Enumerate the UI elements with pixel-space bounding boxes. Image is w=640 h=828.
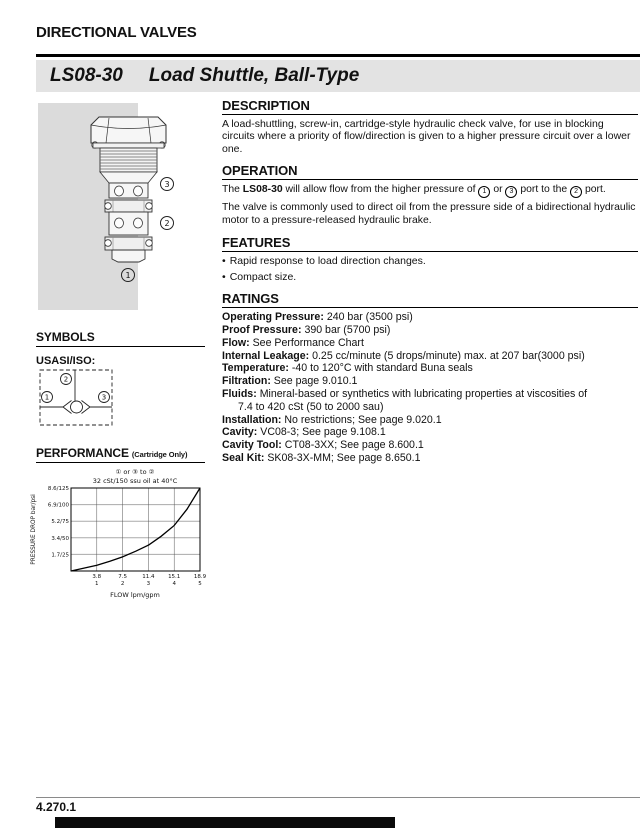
- performance-heading: PERFORMANCE (Cartridge Only): [36, 446, 205, 463]
- svg-text:3: 3: [164, 180, 170, 189]
- svg-text:18.9: 18.9: [193, 574, 207, 580]
- svg-text:5: 5: [198, 581, 202, 587]
- port-3-inline-symbol: 3: [505, 186, 517, 198]
- ratings-heading: RATINGS: [222, 291, 638, 308]
- rating-row-continuation: 7.4 to 420 cSt (50 to 2000 sau): [238, 400, 384, 413]
- rating-row: Cavity Tool: CT08-3XX; See page 8.600.1: [222, 439, 424, 452]
- chart-title: ① or ③ to ②: [115, 468, 155, 476]
- x-axis-label: FLOW lpm/gpm: [110, 591, 160, 599]
- model-number: LS08-30: [50, 65, 123, 86]
- operation-section: [222, 163, 638, 227]
- category-header: DIRECTIONAL VALVES: [36, 24, 197, 41]
- rating-row: Temperature: -40 to 120°C with standard Buna seals: [222, 362, 473, 375]
- svg-text:1.7/25: 1.7/25: [51, 552, 69, 559]
- footer-rule: [36, 797, 640, 798]
- operation-line-2: The valve is commonly used to direct oil from the pressure side of a bidirectional hydraulic motor to a pressure-released hydraulic brake.: [222, 202, 636, 227]
- svg-text:3.8: 3.8: [92, 574, 102, 580]
- port-3-callout: [161, 178, 174, 191]
- svg-text:1: 1: [125, 271, 131, 280]
- symbol-port-1: [42, 392, 53, 403]
- y-tick-labels: [48, 486, 70, 558]
- operation-heading: OPERATION: [222, 163, 638, 180]
- port-2-callout: [161, 217, 174, 230]
- title-bar: [36, 60, 640, 92]
- symbol-port-2: [61, 374, 72, 385]
- svg-text:8.6/125: 8.6/125: [47, 486, 69, 492]
- symbol-port-3: [99, 392, 110, 403]
- product-name: Load Shuttle, Ball-Type: [148, 65, 360, 86]
- svg-text:1: 1: [44, 393, 50, 402]
- bottom-scan-bar: [55, 817, 395, 828]
- operation-model-ref: LS08-30: [242, 184, 283, 196]
- valve-hex-nut: [91, 117, 166, 143]
- svg-text:6.9/100: 6.9/100: [47, 502, 69, 509]
- horizontal-gridlines: [71, 505, 200, 555]
- rating-row: Operating Pressure: 240 bar (3500 psi): [222, 311, 413, 324]
- rating-row: Proof Pressure: 390 bar (5700 psi): [222, 324, 391, 337]
- port-2-inline-symbol: 2: [570, 186, 582, 198]
- description-heading: DESCRIPTION: [222, 98, 638, 115]
- header-rule: [36, 54, 640, 57]
- svg-text:4: 4: [172, 581, 176, 587]
- usasi-iso-label: USASI/ISO:: [36, 355, 96, 367]
- rating-row: Installation: No restrictions; See page 9.020.1: [222, 413, 442, 426]
- svg-text:5.2/75: 5.2/75: [51, 519, 69, 526]
- feature-item: • Compact size.: [222, 270, 297, 283]
- ratings-list: [222, 311, 638, 465]
- plot-frame: [71, 488, 200, 571]
- features-heading: FEATURES: [222, 235, 638, 252]
- svg-text:15.1: 15.1: [168, 574, 181, 580]
- svg-text:2: 2: [63, 375, 69, 384]
- features-section: [222, 235, 638, 283]
- ratings-section: [222, 291, 638, 465]
- main-content: [222, 98, 638, 473]
- svg-text:2: 2: [164, 219, 170, 228]
- svg-text:3.4/50: 3.4/50: [51, 535, 69, 542]
- rating-row: Filtration: See page 9.010.1: [222, 375, 358, 388]
- performance-curve: [71, 488, 200, 571]
- page-number: 4.270.1: [36, 800, 77, 814]
- iso-symbol-diagram: [38, 368, 118, 428]
- rating-row: Fluids: Mineral-based or synthetics with lubricating properties at viscosities of: [222, 388, 588, 400]
- y-axis-label: PRESSURE DROP bar/psi: [31, 494, 37, 565]
- port-1-inline-symbol: 1: [478, 186, 490, 198]
- oring-band-1: [105, 200, 152, 212]
- description-body: A load-shuttling, screw-in, cartridge-style hydraulic check valve, for use in blocking circuits where a priority of flow/direction is given to a higher pressure circuit over a lower one.: [222, 118, 631, 155]
- svg-text:3: 3: [101, 393, 107, 402]
- svg-text:3: 3: [146, 581, 151, 587]
- performance-chart: [28, 464, 208, 614]
- description-section: [222, 98, 638, 155]
- valve-nose: [112, 250, 145, 262]
- rating-row: Internal Leakage: 0.25 cc/minute (5 drops/minute) max. at 207 bar(3000 psi): [222, 349, 585, 362]
- operation-line-1: The LS08-30 will allow flow from the higher pressure of 1 or 3 port to the 2 port.: [222, 183, 638, 198]
- rating-row: Seal Kit: SK08-3X-MM; See page 8.650.1: [222, 451, 421, 464]
- symbols-heading: SYMBOLS: [36, 330, 205, 347]
- rating-row: Cavity: VC08-3; See page 9.108.1: [222, 426, 386, 439]
- oring-band-2: [105, 237, 152, 250]
- shuttle-ball: [71, 401, 83, 413]
- feature-item: • Rapid response to load direction changes.: [222, 255, 426, 268]
- chart-subtitle: 32 cSt/150 ssu oil at 40°C: [92, 477, 178, 485]
- svg-text:1: 1: [95, 581, 99, 587]
- svg-text:7.5: 7.5: [118, 574, 127, 580]
- svg-text:2: 2: [120, 581, 125, 587]
- rating-row: Flow: See Performance Chart: [222, 336, 364, 349]
- vertical-gridlines: [97, 488, 174, 571]
- valve-illustration: [36, 100, 211, 315]
- x-tick-labels: [92, 574, 206, 587]
- cartridge-only-label: (Cartridge Only): [131, 450, 188, 459]
- svg-text:11.4: 11.4: [142, 574, 155, 580]
